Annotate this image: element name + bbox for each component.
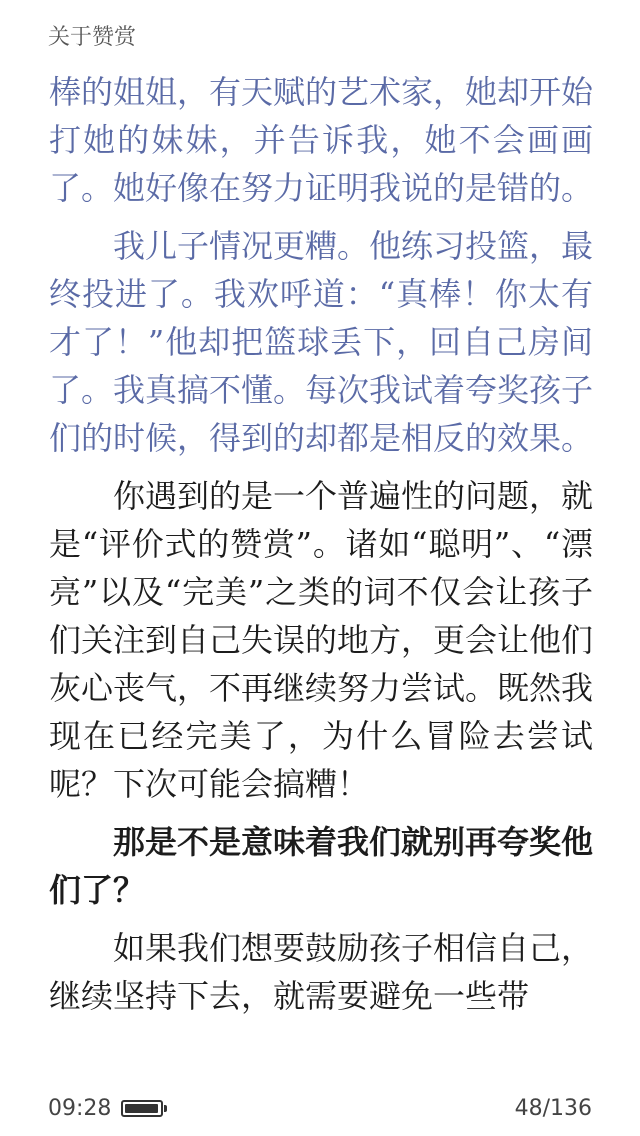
clock-time: 09:28 (48, 1095, 112, 1121)
page-indicator: 48/136 (514, 1095, 592, 1121)
battery-level-fill (125, 1104, 157, 1113)
status-footer (48, 1092, 592, 1124)
chapter-title: 关于赞赏 (48, 25, 137, 50)
reading-content[interactable] (49, 68, 593, 1030)
question-heading: 那是不是意味着我们就别再夸奖他们了？ (49, 823, 594, 909)
quote-paragraph-son: 我儿子情况更糟。他练习投篮，最终投进了。我欢呼道：“真棒！你太有才了！”他却把篮球丢下，回自己房间了。我真搞不懂。每次我试着夸奖孩子们的时候，得到的却都是相反的效果。 (49, 227, 594, 457)
answer-paragraph-next: 如果我们想要鼓励孩子相信自己，继续坚持下去，就需要避免一些带 (49, 929, 594, 1015)
battery-tip-icon (164, 1105, 167, 1112)
answer-paragraph: 你遇到的是一个普遍性的问题，就是“评价式的赞赏”。诸如“聪明”、“漂亮”以及“完美”之类的词不仅会让孩子们关注到自己失误的地方，更会让他们灰心丧气，不再继续努力尝试。既然我现在已经完美了，为什么冒险去尝试呢？下次可能会搞糟！ (49, 477, 594, 803)
battery-icon (121, 1100, 163, 1117)
quote-paragraph-continuation: 棒的姐姐，有天赋的艺术家，她却开始打她的妹妹，并告诉我，她不会画画了。她好像在努力证明我说的是错的。 (49, 73, 594, 207)
